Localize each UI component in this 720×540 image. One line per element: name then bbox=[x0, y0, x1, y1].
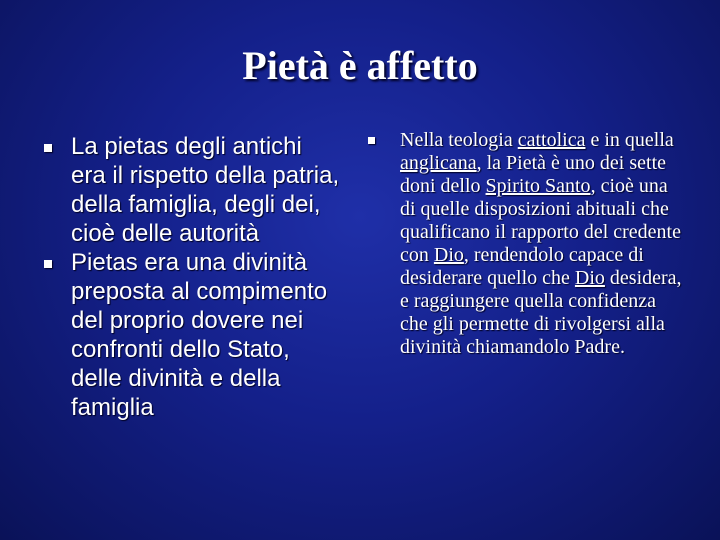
text-segment: e in quella bbox=[585, 129, 674, 151]
list-item bbox=[366, 129, 686, 359]
link-cattolica[interactable]: cattolica bbox=[517, 129, 586, 151]
text-segment: desidera, e raggiungere quella confidenza che gli permette di rivolgersi alla divinità chiamandolo Padre. bbox=[400, 267, 682, 358]
square-bullet-icon bbox=[44, 260, 52, 268]
slide-title: Pietà è affetto bbox=[242, 43, 478, 88]
list-item-text: Pietas era una divinità preposta al compimento del proprio dovere nei confronti dello Stato, delle divinità e della famiglia bbox=[71, 249, 328, 421]
link-spirito-santo[interactable]: Spirito Santo bbox=[485, 175, 591, 197]
square-bullet-icon bbox=[44, 144, 52, 152]
list-item bbox=[42, 248, 342, 422]
paragraph-text bbox=[400, 129, 682, 358]
text-segment: , la Pietà è uno dei sette doni dello bbox=[400, 152, 667, 197]
link-dio[interactable]: Dio bbox=[433, 244, 464, 266]
right-bullet-list bbox=[366, 129, 686, 359]
text-segment: , rendendolo capace di desiderare quello che bbox=[400, 244, 644, 289]
text-segment: , cioè una di quelle disposizioni abituali che qualificano il rapporto del credente con bbox=[400, 175, 681, 266]
list-item bbox=[42, 132, 342, 248]
square-bullet-icon bbox=[368, 137, 375, 144]
text-segment: Nella teologia bbox=[400, 129, 518, 151]
list-item-text: La pietas degli antichi era il rispetto della patria, della famiglia, degli dei, cioè delle autorità bbox=[71, 133, 340, 247]
link-dio-2[interactable]: Dio bbox=[574, 267, 605, 289]
left-bullet-list bbox=[42, 132, 342, 422]
link-anglicana[interactable]: anglicana bbox=[400, 152, 477, 174]
